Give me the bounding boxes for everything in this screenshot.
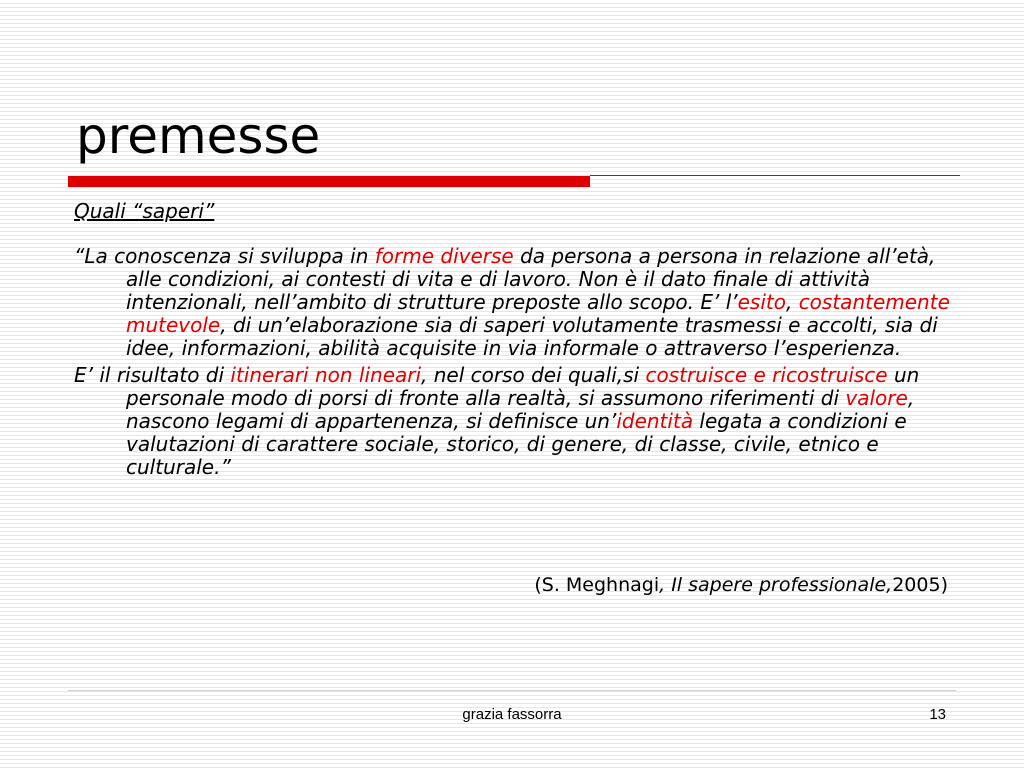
highlighted-text: itinerari non lineari [230, 363, 422, 387]
highlighted-text: costruisce e ricostruisce [645, 363, 888, 387]
citation [534, 574, 948, 597]
highlighted-text: esito [737, 290, 786, 314]
text-run: un personale modo di porsi di fronte alla realtà, si assumono riferimenti di [126, 363, 920, 410]
title-underline-thick [68, 176, 590, 187]
footer-divider [68, 690, 956, 691]
highlighted-text: costantemente mutevole [126, 290, 950, 337]
slide-title: premesse [76, 107, 321, 165]
title-underline-thin [590, 175, 960, 176]
text-run: , nascono legami di appartenenza, si definisce un’ [126, 386, 915, 433]
text-run: , nel corso dei quali,si [421, 363, 646, 387]
quote-paragraph-2 [74, 364, 960, 479]
text-run: , di un’elaborazione sia di saperi volutamente trasmessi e accolti, sia di idee, informazioni, abilità acquisite in via informale o attraverso l’esperienza. [126, 313, 938, 360]
page-number: 13 [929, 706, 946, 723]
citation-year: 2005) [892, 574, 948, 596]
text-run: “La conoscenza si sviluppa in [74, 244, 375, 268]
slide-subtitle: Quali “saperi” [74, 199, 215, 223]
text-run: E’ il risultato di [74, 363, 231, 387]
slide-body [74, 200, 960, 483]
text-run: legata a condizioni e valutazioni di carattere sociale, storico, di genere, di classe, civile, etnico e culturale.” [126, 409, 907, 479]
footer-author: grazia fassorra [462, 706, 562, 723]
highlighted-text: valore [845, 386, 908, 410]
highlighted-text: identità [616, 409, 694, 433]
citation-author: (S. Meghnagi [534, 574, 660, 596]
highlighted-text: forme diverse [374, 244, 514, 268]
text-run: , [785, 290, 799, 314]
text-run: da persona a persona in relazione all’età, alle condizioni, ai contesti di vita e di lavoro. Non è il dato finale di attività intenzionali, nell’ambito di strutture preposte allo scopo. E’ l’ [126, 244, 936, 314]
citation-work: , Il sapere professionale, [659, 574, 893, 596]
quote-paragraph-1 [74, 245, 960, 360]
